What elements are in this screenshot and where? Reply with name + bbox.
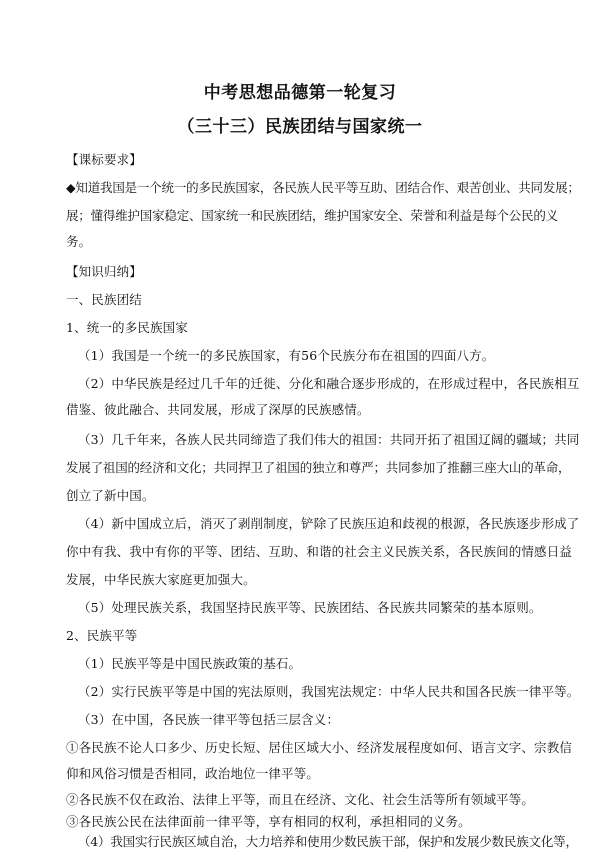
text-line: （4）新中国成立后，消灭了剥削制度，铲除了民族压迫和歧视的根源，各民族逐步形成了: [78, 516, 580, 531]
subsection-heading: 一、民族团结: [66, 292, 142, 307]
text-line: 发展，中华民族大家庭更加强大。: [66, 572, 256, 587]
text-line: 展；懂得维护国家稳定、国家统一和民族团结，维护国家安全、荣誉和利益是每个公民的义: [66, 208, 559, 223]
text-line: ①各民族不论人口多少、历史长短、居住区域大小、经济发展程度如何、语言文字、宗教信: [66, 740, 573, 755]
subsection-heading: 1、统一的多民族国家: [66, 320, 188, 335]
text-line: 发展了祖国的经济和文化；共同捍卫了祖国的独立和尊严；共同参加了推翻三座大山的革命，: [66, 460, 571, 475]
text-line: 仰和风俗习惯是否相同，政治地位一律平等。: [66, 766, 320, 781]
section-heading-curriculum: 【课标要求】: [66, 152, 142, 167]
text-line: 你中有我、我中有你的平等、团结、互助、和谐的社会主义民族关系，各民族间的情感日益: [66, 544, 573, 559]
text-line: ②各民族不仅在政治、法律上平等，而且在经济、文化、社会生活等所有领域平等。: [66, 792, 535, 807]
text-line: （1）我国是一个统一的多民族国家，有56个民族分布在祖国的四面八方。: [78, 348, 495, 363]
text-line: （2）实行民族平等是中国的宪法原则，我国宪法规定：中华人民共和国各民族一律平等。: [78, 684, 580, 699]
text-line: （4）我国实行民族区域自治，大力培养和使用少数民族干部，保护和发展少数民族文化等，: [78, 834, 578, 849]
text-line: ③各民族公民在法律面前一律平等，享有相同的权利，承担相同的义务。: [66, 814, 471, 829]
document-title: 中考思想品德第一轮复习: [203, 83, 397, 103]
text-line: （2）中华民族是经过几千年的迁徙、分化和融合逐步形成的，在形成过程中，各民族相互: [78, 376, 580, 391]
text-line: 创立了新中国。: [66, 488, 155, 503]
text-line: ◆知道我国是一个统一的多民族国家，各民族人民平等互助、团结合作、艰苦创业、共同发展；: [66, 180, 580, 195]
document-subtitle: （三十三）民族团结与国家统一: [177, 117, 423, 137]
text-line: （3）在中国，各民族一律平等包括三层含义：: [78, 712, 340, 727]
text-line: 借鉴、彼此融合、共同发展，形成了深厚的民族感情。: [66, 402, 370, 417]
text-line: 务。: [66, 234, 92, 249]
subsection-heading: 2、民族平等: [66, 628, 138, 643]
text-line: （5）处理民族关系，我国坚持民族平等、民族团结、各民族共同繁荣的基本原则。: [78, 600, 542, 615]
text-line: （1）民族平等是中国民族政策的基石。: [78, 656, 302, 671]
text-line: （3）几千年来，各族人民共同缔造了我们伟大的祖国：共同开拓了祖国辽阔的疆域；共同: [78, 432, 580, 447]
section-heading-knowledge: 【知识归纳】: [66, 264, 142, 279]
